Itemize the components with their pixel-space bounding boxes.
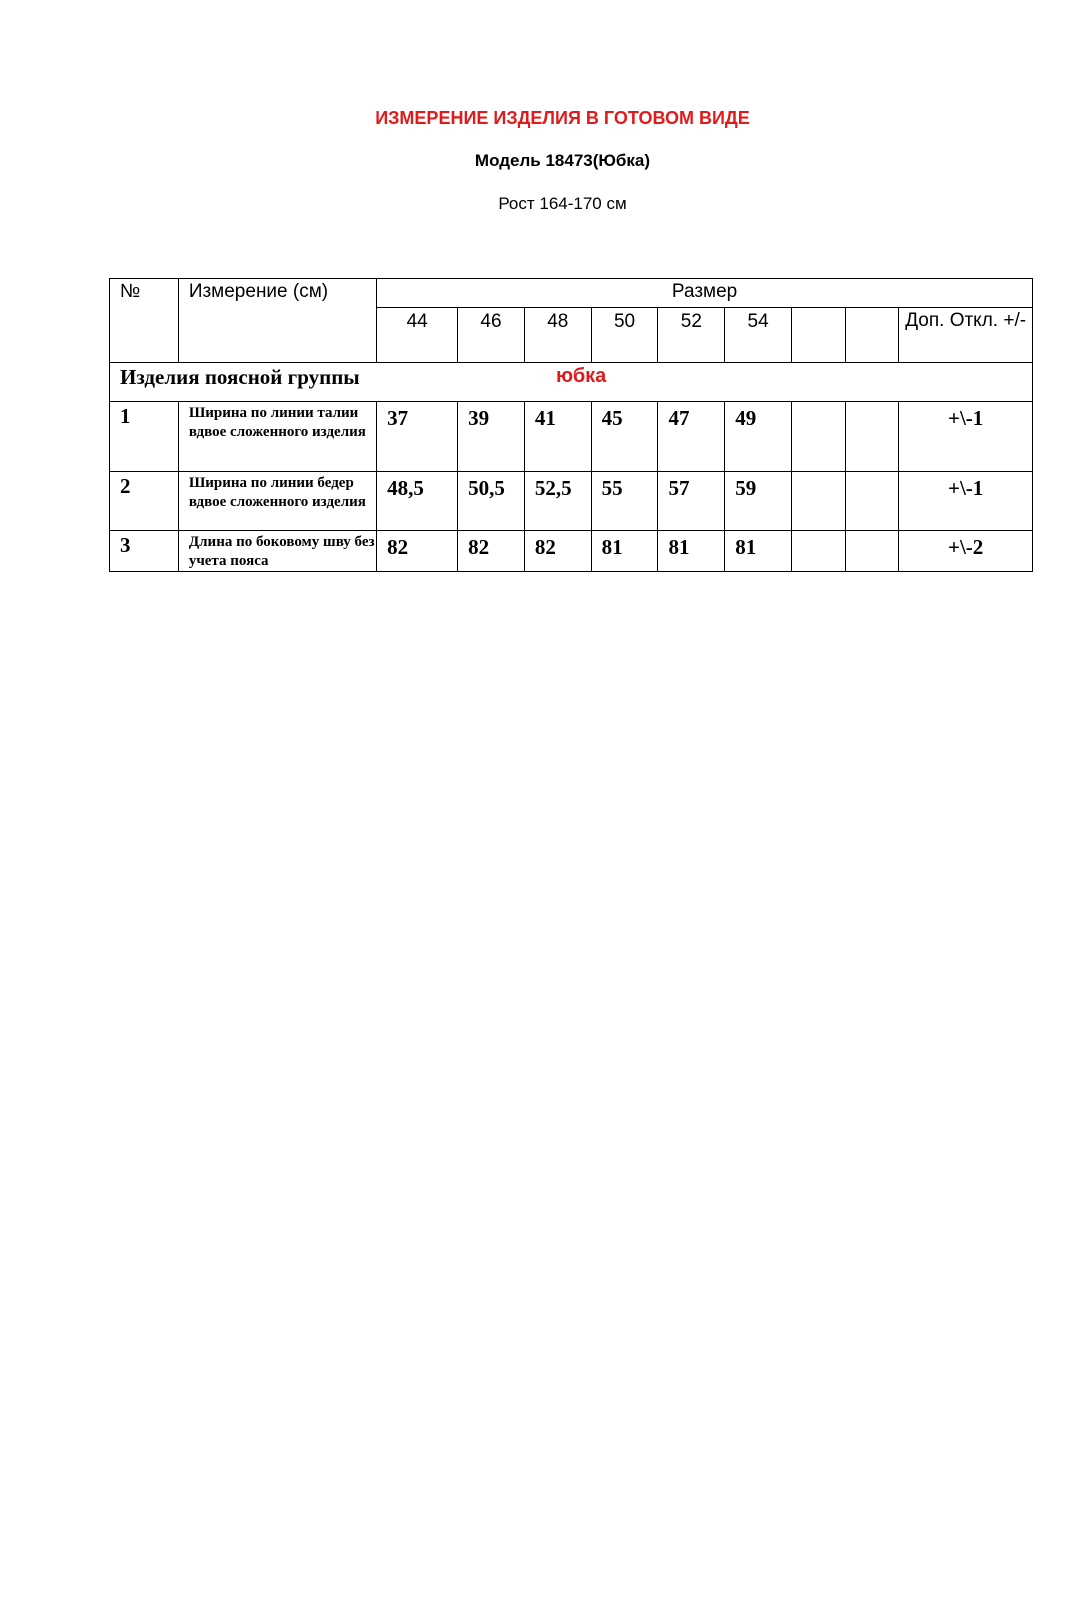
row-value: 81 xyxy=(591,531,658,572)
size-cell: 48 xyxy=(524,308,591,363)
row-value xyxy=(845,531,899,572)
row-value: 52,5 xyxy=(524,472,591,531)
header-row xyxy=(110,279,1033,308)
group-row xyxy=(110,363,1033,402)
row-value: 82 xyxy=(377,531,458,572)
row-value: 55 xyxy=(591,472,658,531)
document-title: ИЗМЕРЕНИЕ ИЗДЕЛИЯ В ГОТОВОМ ВИДЕ xyxy=(375,108,750,128)
row-deviation: +\-2 xyxy=(899,531,1033,572)
row-value xyxy=(845,472,899,531)
height-range: Рост 164-170 см xyxy=(498,194,627,213)
row-value: 37 xyxy=(377,402,458,472)
size-cell: 44 xyxy=(377,308,458,363)
table-row xyxy=(110,531,1033,572)
row-value: 39 xyxy=(458,402,525,472)
row-value: 49 xyxy=(725,402,792,472)
row-deviation: +\-1 xyxy=(899,472,1033,531)
header-size: Размер xyxy=(377,279,1033,308)
row-value: 81 xyxy=(658,531,725,572)
header-deviation: Доп. Откл. +/- xyxy=(899,308,1033,363)
row-value: 41 xyxy=(524,402,591,472)
row-measure: Длина по боковому шву без учета пояса xyxy=(178,531,376,572)
size-cell: 54 xyxy=(725,308,792,363)
measurement-table xyxy=(109,278,1033,572)
row-value: 47 xyxy=(658,402,725,472)
row-value xyxy=(845,402,899,472)
table-row xyxy=(110,472,1033,531)
row-measure: Ширина по линии бедер вдвое сложенного изделия xyxy=(178,472,376,531)
row-value: 82 xyxy=(458,531,525,572)
row-deviation: +\-1 xyxy=(899,402,1033,472)
row-number: 3 xyxy=(110,531,179,572)
row-value: 81 xyxy=(725,531,792,572)
row-number: 2 xyxy=(110,472,179,531)
size-cell: 50 xyxy=(591,308,658,363)
group-label: Изделия поясной группы xyxy=(120,365,360,389)
row-value: 50,5 xyxy=(458,472,525,531)
table-row xyxy=(110,402,1033,472)
group-type: юбка xyxy=(556,365,607,387)
row-number: 1 xyxy=(110,402,179,472)
row-value: 57 xyxy=(658,472,725,531)
model-name: Модель 18473(Юбка) xyxy=(474,151,651,170)
row-value xyxy=(792,531,846,572)
row-value: 45 xyxy=(591,402,658,472)
header-number: № xyxy=(110,279,179,363)
size-cell: 52 xyxy=(658,308,725,363)
row-measure: Ширина по линии талии вдвое сложенного изделия xyxy=(178,402,376,472)
row-value: 82 xyxy=(524,531,591,572)
header-measurement: Измерение (см) xyxy=(178,279,376,363)
size-cell: 46 xyxy=(458,308,525,363)
row-value: 59 xyxy=(725,472,792,531)
row-value xyxy=(792,472,846,531)
size-cell xyxy=(845,308,899,363)
row-value: 48,5 xyxy=(377,472,458,531)
group-cell xyxy=(110,363,1033,402)
size-cell xyxy=(792,308,846,363)
row-value xyxy=(792,402,846,472)
